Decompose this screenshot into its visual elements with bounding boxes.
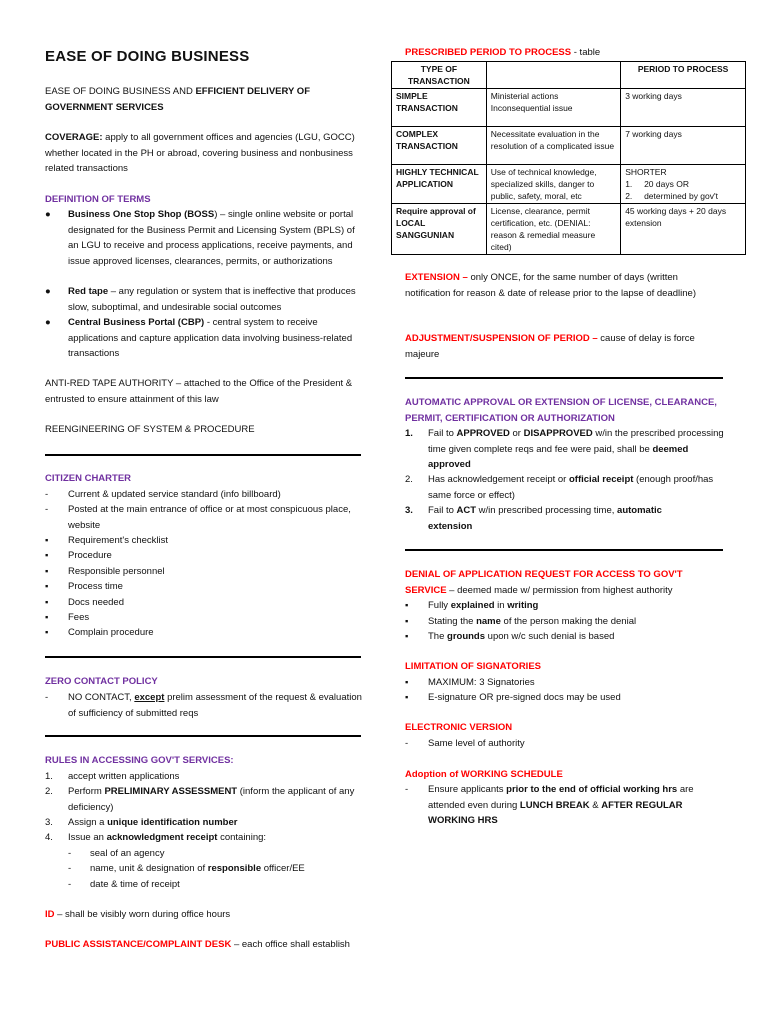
square-bullet-icon: ▪ [405, 600, 409, 611]
list-number: 2. [45, 786, 53, 797]
list-number: 3. [45, 817, 53, 828]
square-bullet-icon: ▪ [45, 627, 49, 638]
electronic-item: Same level of authority [428, 738, 525, 749]
bullet-icon: ● [45, 286, 51, 297]
denial-item: Stating the name of the person making the denial [428, 616, 637, 627]
table-header-cell: PERIOD TO PROCESS [621, 62, 746, 89]
table-row [392, 127, 746, 165]
definitions-heading: DEFINITION OF TERMS [45, 194, 151, 205]
table-cell: SHORTER 1. 20 days OR 2. determined by gov't [621, 165, 746, 204]
definition-boss: Business One Stop Shop (BOSS) – single online website or portal designated for the Business Permit and Licensing System (BPLS) of an LGU to receive and process applications, receive payments, and issue approved licenses, clearances, permits, or authorizations [68, 209, 355, 267]
denial-item: The grounds upon w/c such denial is based [428, 631, 615, 642]
dash-marker: - [405, 738, 409, 749]
zero-contact-text: NO CONTACT, except prelim assessment of the request & evaluation of sufficiency of submitted reqs [68, 692, 362, 719]
processing-period-table [391, 61, 746, 255]
square-bullet-icon: ▪ [45, 612, 49, 623]
table-row [392, 204, 746, 255]
table-header-cell [486, 62, 620, 89]
limitation-heading: LIMITATION OF SIGNATORIES [405, 661, 541, 672]
table-row [392, 165, 746, 204]
auto-item: Fail to APPROVED or DISAPPROVED w/in the prescribed processing time given complete reqs and fee were paid, shall be deemed approved [428, 428, 724, 470]
rule-item: Issue an acknowledgment receipt containing: [68, 832, 267, 843]
document-title: EASE OF DOING BUSINESS [45, 48, 250, 65]
table-cell: Necessitate evaluation in the resolution of a complicated issue [486, 127, 620, 165]
dash-marker: - [45, 692, 49, 703]
table-cell: HIGHLY TECHNICAL APPLICATION [392, 165, 487, 204]
charter-item: Complain procedure [68, 627, 154, 638]
intro-text: EASE OF DOING BUSINESS AND EFFICIENT DELIVERY OF GOVERNMENT SERVICES [45, 86, 310, 113]
receipt-item: date & time of receipt [90, 879, 180, 890]
square-bullet-icon: ▪ [45, 535, 49, 546]
table-cell: SIMPLE TRANSACTION [392, 89, 487, 127]
dash-marker: - [405, 784, 409, 795]
limitation-item: E-signature OR pre-signed docs may be used [428, 692, 621, 703]
table-cell: 7 working days [621, 127, 746, 165]
charter-item: Docs needed [68, 597, 124, 608]
square-bullet-icon: ▪ [405, 616, 409, 627]
charter-item: Responsible personnel [68, 566, 165, 577]
divider [45, 454, 361, 456]
dash-marker: - [68, 863, 72, 874]
automatic-approval-heading: AUTOMATIC APPROVAL OR EXTENSION OF LICENSE, CLEARANCE, PERMIT, CERTIFICATION OR AUTHORIZATION [405, 397, 717, 424]
table-cell: 45 working days + 20 days extension [621, 204, 746, 255]
table-cell: Use of technical knowledge, specialized skills, danger to public, safety, moral, etc [486, 165, 620, 204]
square-bullet-icon: ▪ [45, 566, 49, 577]
rule-item: Perform PRELIMINARY ASSESSMENT (inform the applicant of any deficiency) [68, 786, 355, 813]
list-number: 3. [405, 505, 413, 516]
table-cell: Ministerial actions Inconsequential issue [486, 89, 620, 127]
dash-marker: - [45, 489, 49, 500]
charter-item: Requirement's checklist [68, 535, 169, 546]
charter-item: Process time [68, 581, 123, 592]
charter-dash-item: Current & updated service standard (info billboard) [68, 489, 281, 500]
bullet-icon: ● [45, 317, 51, 328]
prescribed-period-heading: PRESCRIBED PERIOD TO PROCESS - table [405, 47, 601, 58]
definition-red-tape: Red tape – any regulation or system that is ineffective that produces slow, suboptimal, and undesirable social outcomes [68, 286, 356, 313]
receipt-item: seal of an agency [90, 848, 165, 859]
denial-rule: DENIAL OF APPLICATION REQUEST FOR ACCESS TO GOV'T SERVICE – deemed made w/ permission from highest authority [405, 569, 683, 596]
auto-item: Fail to ACT w/in prescribed processing time, automatic extension [428, 505, 662, 532]
square-bullet-icon: ▪ [405, 692, 409, 703]
charter-dash-item: Posted at the main entrance of office or at most conspicuous place, website [68, 504, 351, 531]
table-header-cell: TYPE OF TRANSACTION [392, 62, 487, 89]
dash-marker: - [68, 848, 72, 859]
denial-item: Fully explained in writing [428, 600, 539, 611]
extension-rule: EXTENSION – only ONCE, for the same number of days (written notification for reason & date of release prior to the lapse of deadline) [405, 272, 696, 299]
list-number: 4. [45, 832, 53, 843]
square-bullet-icon: ▪ [45, 550, 49, 561]
arta-text: ANTI-RED TAPE AUTHORITY – attached to the Office of the President & entrusted to ensure attainment of this law [45, 378, 353, 405]
table-cell: 3 working days [621, 89, 746, 127]
list-number: 1. [45, 771, 53, 782]
id-rule: ID – shall be visibly worn during office hours [45, 909, 231, 920]
square-bullet-icon: ▪ [45, 581, 49, 592]
square-bullet-icon: ▪ [405, 677, 409, 688]
reengineering-text: REENGINEERING OF SYSTEM & PROCEDURE [45, 424, 255, 435]
limitation-item: MAXIMUM: 3 Signatories [428, 677, 535, 688]
divider [405, 377, 723, 379]
citizen-charter-heading: CITIZEN CHARTER [45, 473, 132, 484]
list-number: 2. [405, 474, 413, 485]
charter-item: Procedure [68, 550, 112, 561]
divider [405, 549, 723, 551]
table-cell: Require approval of LOCAL SANGGUNIAN [392, 204, 487, 255]
divider [45, 656, 361, 658]
divider [45, 735, 361, 737]
bullet-icon: ● [45, 209, 51, 220]
coverage-text: COVERAGE: apply to all government offices and agencies (LGU, GOCC) whether located in the PH or abroad, covering business and nonbusiness related transactions [45, 132, 355, 174]
rule-item: accept written applications [68, 771, 180, 782]
public-assistance-rule: PUBLIC ASSISTANCE/COMPLAINT DESK – each office shall establish [45, 939, 350, 950]
adjustment-rule: ADJUSTMENT/SUSPENSION OF PERIOD – cause of delay is force majeure [405, 333, 695, 360]
table-cell: License, clearance, permit certification, etc. (DENIAL: reason & remedial measure cited) [486, 204, 620, 255]
dash-marker: - [45, 504, 49, 515]
list-number: 1. [405, 428, 413, 439]
table-row [392, 89, 746, 127]
rules-heading: RULES IN ACCESSING GOV'T SERVICES: [45, 755, 234, 766]
table-cell: COMPLEX TRANSACTION [392, 127, 487, 165]
rule-item: Assign a unique identification number [68, 817, 238, 828]
definition-cbp: Central Business Portal (CBP) - central system to receive applications and capture application data involving business-related transactions [68, 317, 353, 359]
working-schedule-heading: Adoption of WORKING SCHEDULE [405, 769, 563, 780]
square-bullet-icon: ▪ [45, 597, 49, 608]
table-header-row [392, 62, 746, 89]
square-bullet-icon: ▪ [405, 631, 409, 642]
dash-marker: - [68, 879, 72, 890]
charter-item: Fees [68, 612, 90, 623]
electronic-version-heading: ELECTRONIC VERSION [405, 722, 513, 733]
zero-contact-heading: ZERO CONTACT POLICY [45, 676, 158, 687]
receipt-item: name, unit & designation of responsible officer/EE [90, 863, 305, 874]
auto-item: Has acknowledgement receipt or official receipt (enough proof/has same force or effect) [428, 474, 714, 501]
working-schedule-item: Ensure applicants prior to the end of official working hrs are attended even during LUNCH BREAK & AFTER REGULAR WORKING HRS [428, 784, 694, 826]
